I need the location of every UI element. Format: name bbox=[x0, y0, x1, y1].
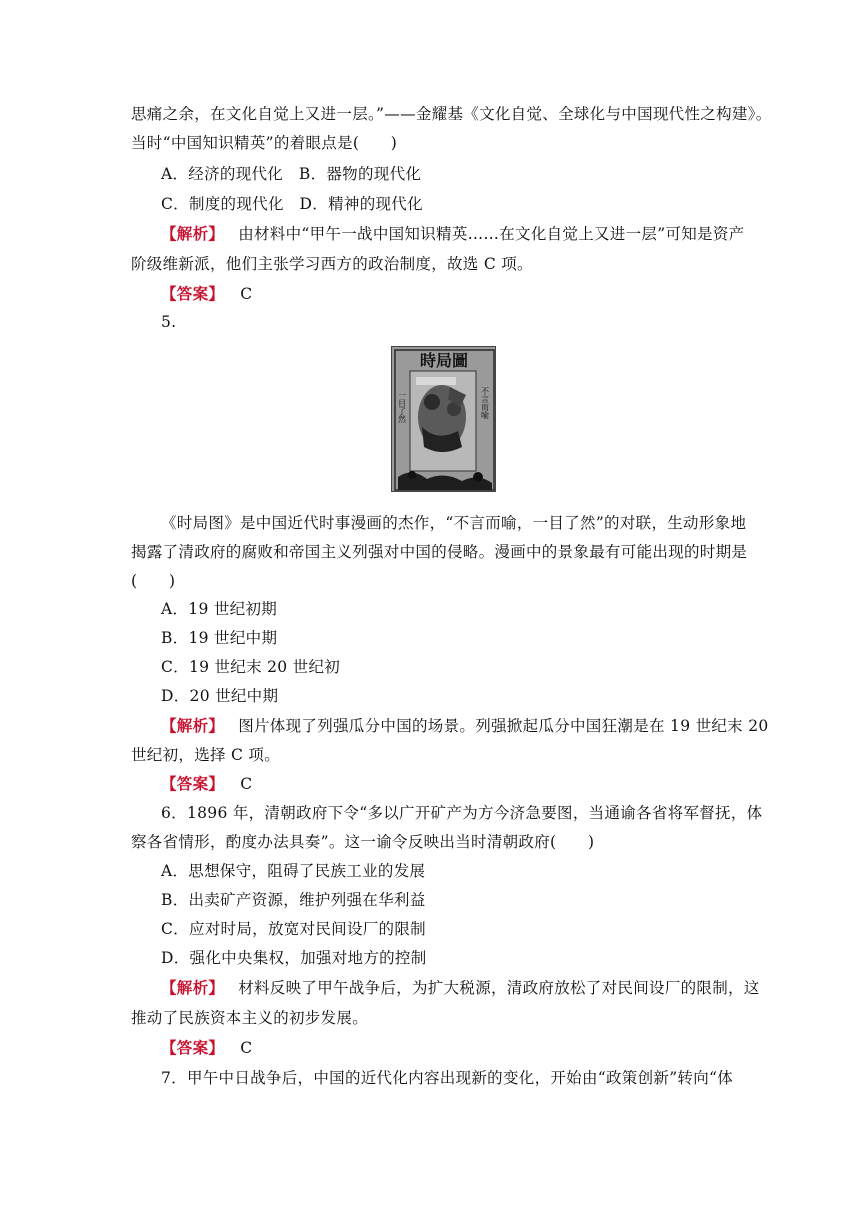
q5-analysis-line-2: 世纪初，选择 C 项。 bbox=[131, 746, 281, 764]
analysis-tag: 【解析】 bbox=[161, 716, 225, 735]
q6-stem-line-2: 察各省情形，酌度办法具奏”。这一谕令反映出当时清朝政府( ) bbox=[131, 833, 595, 851]
q4-answer bbox=[161, 284, 761, 304]
answer-tag: 【答案】 bbox=[161, 774, 225, 793]
q4-analysis-text-1: 由材料中“甲午一战中国知识精英……在文化自觉上又进一层”可知是资产 bbox=[238, 225, 745, 243]
q6-option-a: A．思想保守，阻碍了民族工业的发展 bbox=[161, 862, 426, 880]
shijutu-cartoon-image bbox=[391, 346, 496, 492]
q6-analysis-text-1: 材料反映了甲午战争后，为扩大税源，清政府放松了对民间设厂的限制，这 bbox=[238, 979, 760, 997]
cartoon-left-couplet: 一目了然 bbox=[397, 391, 407, 423]
answer-tag: 【答案】 bbox=[161, 284, 225, 303]
q5-answer-value: C bbox=[240, 775, 253, 793]
q6-option-b: B．出卖矿产资源，维护列强在华利益 bbox=[161, 891, 426, 909]
q4-analysis-line-2: 阶级维新派，他们主张学习西方的政治制度，故选 C 项。 bbox=[131, 255, 533, 273]
q7-stem-line-1: 7．甲午中日战争后，中国的近代化内容出现新的变化，开始由“政策创新”转向“体 bbox=[161, 1069, 734, 1087]
cartoon-illustration bbox=[392, 347, 496, 492]
q5-number: 5. bbox=[161, 313, 177, 331]
q5-option-d: D．20 世纪中期 bbox=[161, 687, 279, 705]
q4-options-line-2: C．制度的现代化 D．精神的现代化 bbox=[161, 195, 423, 213]
q4-answer-value: C bbox=[240, 285, 253, 303]
q5-answer bbox=[161, 774, 761, 794]
q5-stem-line-2: 揭露了清政府的腐败和帝国主义列强对中国的侵略。漫画中的景象最有可能出现的时期是 bbox=[131, 543, 748, 561]
q5-stem-line-1: 《时局图》是中国近代时事漫画的杰作，“不言而喻，一目了然”的对联，生动形象地 bbox=[161, 514, 747, 532]
q6-option-c: C．应对时局，放宽对民间设厂的限制 bbox=[161, 920, 426, 938]
q6-option-d: D．强化中央集权，加强对地方的控制 bbox=[161, 949, 427, 967]
q5-analysis-text-1: 图片体现了列强瓜分中国的场景。列强掀起瓜分中国狂潮是在 19 世纪末 20 bbox=[238, 717, 769, 735]
q5-option-c: C．19 世纪末 20 世纪初 bbox=[161, 658, 341, 676]
q6-analysis-line-2: 推动了民族资本主义的初步发展。 bbox=[131, 1009, 369, 1027]
q4-stem-line-2: 当时“中国知识精英”的着眼点是( ) bbox=[131, 134, 398, 152]
q5-analysis bbox=[161, 716, 769, 736]
analysis-tag: 【解析】 bbox=[161, 978, 225, 997]
answer-tag: 【答案】 bbox=[161, 1038, 225, 1057]
q4-analysis bbox=[161, 224, 761, 244]
q6-stem-line-1: 6．1896 年，清朝政府下令“多以广开矿产为方今济急要图，当通谕各省将军督抚，体 bbox=[161, 804, 763, 822]
q6-answer-value: C bbox=[240, 1039, 253, 1057]
q5-option-b: B．19 世纪中期 bbox=[161, 629, 278, 647]
q5-stem-line-3: ( ) bbox=[131, 572, 176, 590]
analysis-tag: 【解析】 bbox=[161, 224, 225, 243]
cartoon-right-couplet: 不言而喻 bbox=[480, 387, 490, 419]
q6-answer bbox=[161, 1038, 761, 1058]
q5-option-a: A．19 世纪初期 bbox=[161, 600, 278, 618]
q4-stem-line-1: 思痛之余，在文化自觉上又进一层。”——金耀基《文化自觉、全球化与中国现代性之构建》。 bbox=[131, 105, 772, 123]
cartoon-title: 時局圖 bbox=[419, 351, 469, 370]
q4-options-line-1: A．经济的现代化 B．器物的现代化 bbox=[161, 165, 422, 183]
q6-analysis bbox=[161, 978, 761, 998]
